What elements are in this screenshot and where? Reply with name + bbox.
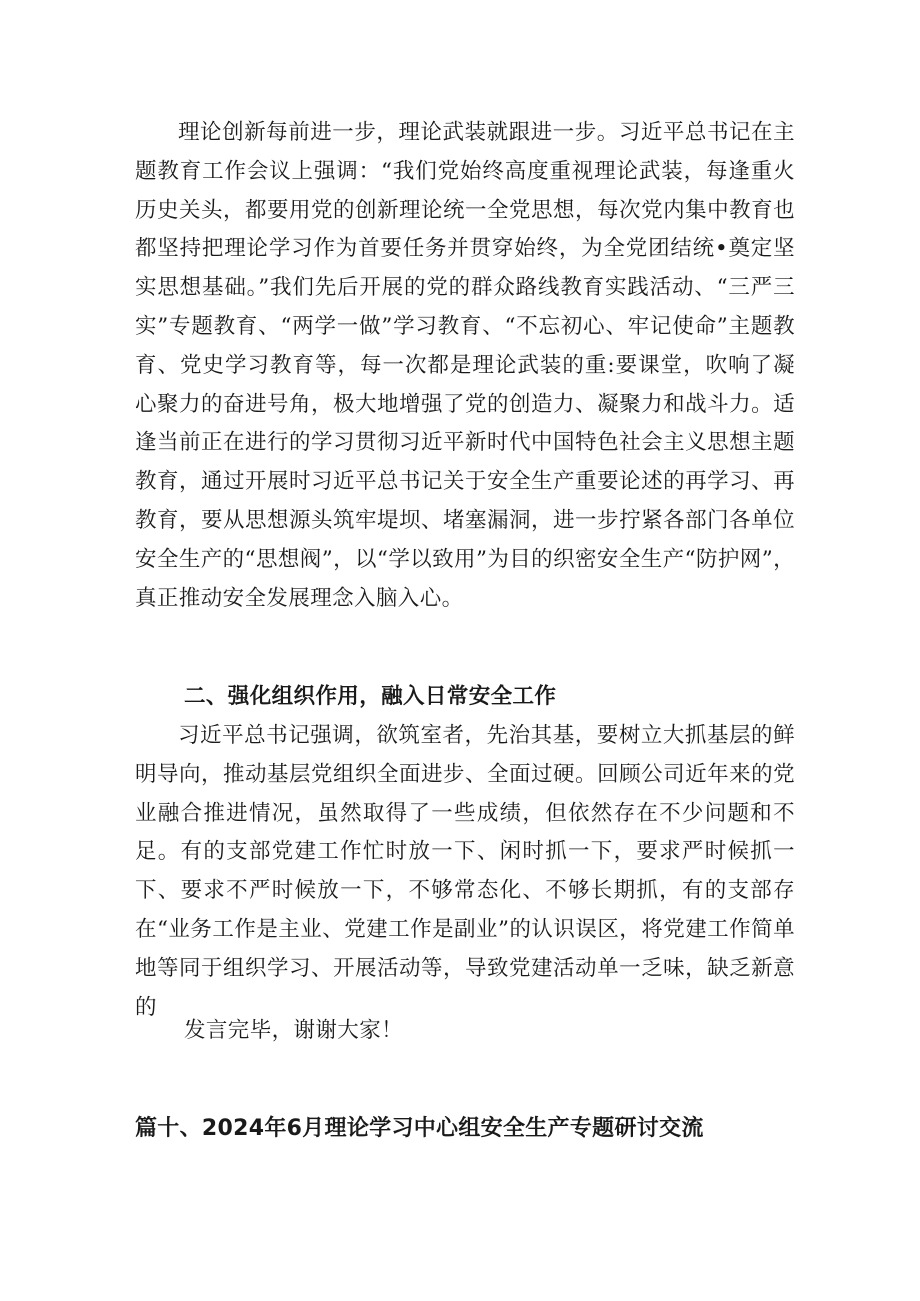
next-section-title: 篇十、2024年6月理论学习中心组安全生产专题研讨交流 [135, 1116, 704, 1141]
body-paragraph-organization: 习近平总书记强调，欲筑室者，先治其基，要树立大抓基层的鲜明导向，推动基层党组织全面进步、全面过硬。回顾公司近年来的党业融合推进情况，虽然取得了一些成绩，但依然存在不少问题和不足。有的支部党建工作忙时放一下、闲时抓一下，要求严时候抓一下、要求不严时候放一下，不够常态化、不够长期抓，有的支部存在“业务工作是主业、党建工作是副业”的认识误区，将党建工作简单地等同于组织学习、开展活动等，导致党建活动单一乏味，缺乏新意的 [135, 723, 795, 1020]
body-paragraph-theory: 理论创新每前进一步，理论武装就跟进一步。习近平总书记在主题教育工作会议上强调：“我们党始终高度重视理论武装，每逢重火历史关头，都要用党的创新理论统一全党思想，每次党内集中教育也都坚持把理论学习作为首要任务并贯穿始终，为全党团结统•奠定坚实思想基础。”我们先后开展的党的群众路线教育实践活动、“三严三实”专题教育、“两学一做”学习教育、“不忘初心、牢记使命”主题教育、党史学习教育等，每一次都是理论武装的重:要课堂，吹响了凝心聚力的奋进号角，极大地增强了党的创造力、凝聚力和战斗力。适逢当前正在进行的学习贯彻习近平新时代中国特色社会主义思想主题教育，通过开展时习近平总书记关于安全生产重要论述的再学习、再教育，要从思想源头筑牢堤坝、堵塞漏洞，进一步拧紧各部门各单位安全生产的“思想阀”，以“学以致用”为目的织密安全生产“防护网”，真正推动安全发展理念入脑入心。 [135, 120, 795, 611]
closing-remark: 发言完毕，谢谢大家！ [184, 1018, 404, 1043]
section-heading-organization: 二、强化组织作用，融入日常安全工作 [184, 684, 557, 709]
